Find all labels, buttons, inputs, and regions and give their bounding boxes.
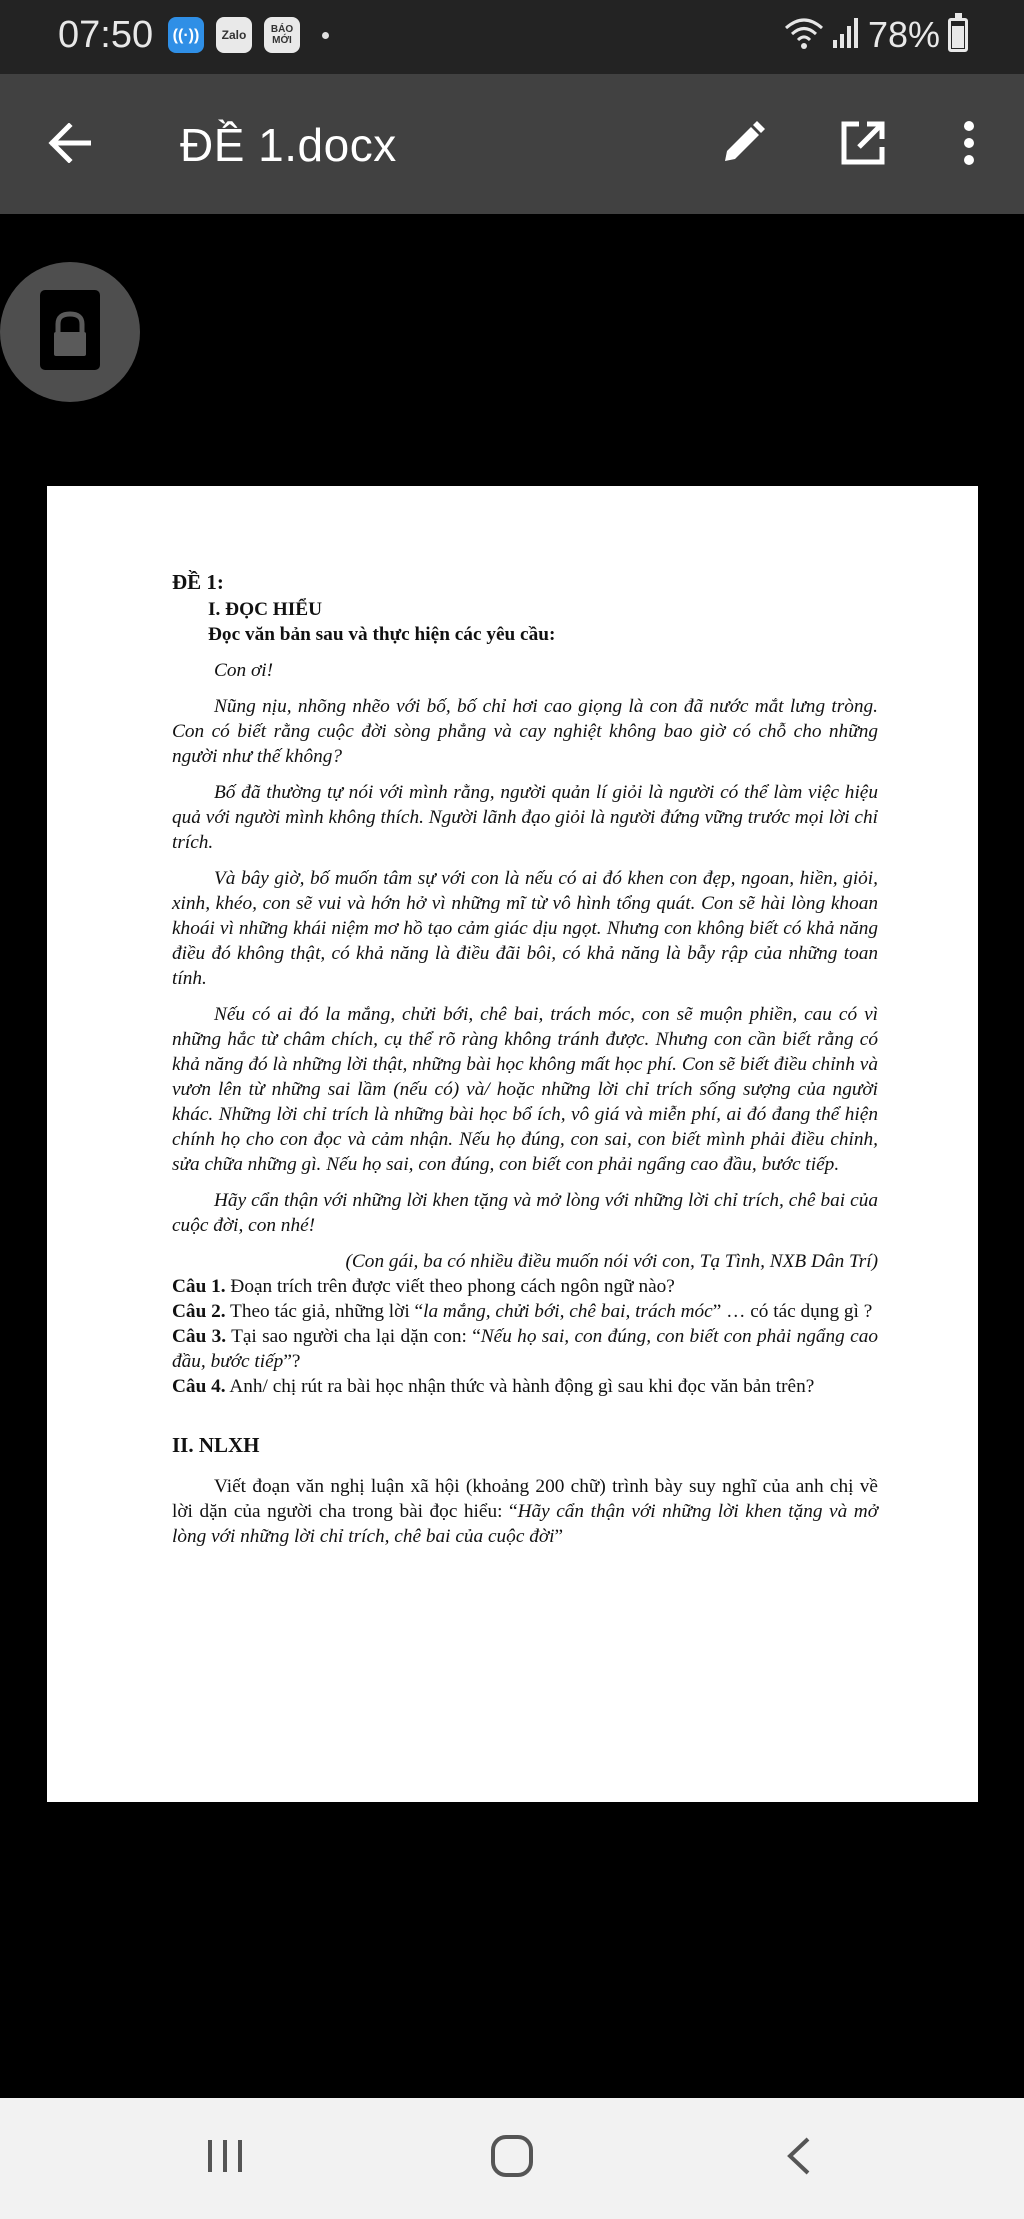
question-1-text: Đoạn trích trên được viết theo phong cách ngôn ngữ nào?: [225, 1276, 675, 1297]
greeting: Con ơi!: [214, 660, 274, 681]
home-icon: [490, 2134, 534, 2183]
more-options-button[interactable]: [934, 110, 1004, 180]
question-4: [172, 1374, 878, 1399]
recent-apps-button[interactable]: [185, 2128, 265, 2188]
instruction: Đọc văn bản sau và thực hiện các yêu cầu:: [208, 624, 556, 645]
question-2-label: Câu 2.: [172, 1301, 226, 1322]
exam-title: ĐỀ 1:: [172, 570, 224, 594]
open-in-app-button[interactable]: [828, 110, 898, 180]
question-4-text: Anh/ chị rút ra bài học nhận thức và hành động gì sau khi đọc văn bản trên?: [225, 1376, 815, 1397]
document-viewer[interactable]: [0, 214, 1024, 2098]
essay-prompt: [172, 1474, 878, 1549]
battery-icon: [948, 18, 968, 52]
paragraph-2: Bố đã thường tự nói với mình rằng, người quản lí giỏi là người có thể làm việc hiệu quả với người mình không thích. Người lãnh đạo giỏi là người đứng vững trước mọi lời chỉ trích.: [172, 782, 878, 853]
more-notifications-dot: [322, 32, 329, 39]
question-3-text-a: Tại sao người cha lại dặn con: “: [226, 1326, 481, 1347]
lock-button[interactable]: [0, 262, 140, 402]
question-3-quote: Nếu họ sai, con đúng, con biết con phải ngẩng cao đầu, bước tiếp: [172, 1326, 878, 1372]
essay-quote: Hãy cẩn thận với những lời khen tặng và mở lòng với những lời chỉ trích, chê bai của cuộc đời: [172, 1501, 878, 1547]
question-2-text-a: Theo tác giả, những lời “: [225, 1301, 424, 1322]
zalo-icon: Zalo: [216, 17, 252, 53]
arrow-back-icon: [47, 123, 91, 168]
signal-icon: [832, 16, 860, 55]
lock-icon: [38, 288, 102, 377]
battery-fill: [952, 26, 964, 48]
paragraph-4: Nếu có ai đó la mắng, chửi bới, chê bai, trách móc, con sẽ muộn phiền, cau có vì những hắc từ châm chích, cụ thể rõ ràng không tránh được. Nhưng con cần biết rằng có khả năng đó là những lời thật, những bài học không mất học phí. Con sẽ biết điều chỉnh và vươn lên từ những sai lầm (nếu có) và/ hoặc những lời chỉ trích sống sượng của người khác. Những lời chỉ trích là những bài học bổ ích, vô giá và miễn phí, ai đó đang thể hiện chính họ cho con đọc và cảm nhận. Nếu họ đúng, con sai, con biết mình phải điều chỉnh, sửa chữa những gì. Nếu họ sai, con đúng, con biết con phải ngẩng cao đầu, bước tiếp.: [172, 1004, 878, 1175]
back-icon: [784, 2136, 812, 2181]
system-back-button[interactable]: [758, 2128, 838, 2188]
hotspot-icon: ((·)): [168, 17, 204, 53]
question-3-label: Câu 3.: [172, 1326, 227, 1347]
battery-percent: 78%: [867, 14, 940, 55]
question-3-text-b: ”?: [283, 1351, 301, 1372]
navigation-bar: [0, 2098, 1024, 2219]
paragraph-5: Hãy cẩn thận với những lời khen tặng và mở lòng với những lời chỉ trích, chê bai của cuộc đời, con nhé!: [172, 1190, 878, 1236]
recent-apps-icon: [205, 2138, 245, 2179]
status-time: 07:50: [58, 14, 154, 56]
question-3: [172, 1324, 878, 1374]
edit-button[interactable]: [708, 110, 778, 180]
open-in-new-icon: [839, 119, 887, 172]
question-2: [172, 1299, 878, 1324]
paragraph-3: Và bây giờ, bố muốn tâm sự với con là nếu có ai đó khen con đẹp, ngoan, hiền, giỏi, xinh, khéo, con sẽ vui và hớn hở vì những mĩ từ vô hình tổng quát. Con sẽ hài lòng khoan khoái vì những khái niệm mơ hồ tạo cảm giác dịu ngọt. Nhưng con không biết có khả năng điều đó không thật, có khả năng là điều đãi bôi, có khả năng là bẫy rập của những toan tính.: [172, 868, 878, 989]
question-1-label: Câu 1.: [172, 1276, 226, 1297]
back-button[interactable]: [34, 110, 104, 180]
source-citation: (Con gái, ba có nhiều điều muốn nói với con, Tạ Tình, NXB Dân Trí): [345, 1251, 878, 1272]
pencil-icon: [719, 119, 767, 172]
more-vert-icon: [962, 121, 976, 170]
section-2-title: II. NLXH: [172, 1433, 260, 1457]
status-right: [784, 14, 968, 56]
essay-end: ”: [554, 1526, 564, 1547]
app-bar: [0, 74, 1024, 214]
paragraph-1: Nũng nịu, nhõng nhẽo với bố, bố chỉ hơi cao giọng là con đã nước mắt lưng tròng. Con có biết rằng cuộc đời sòng phẳng và cay nghiệt không bao giờ có chỗ cho những người như thế không?: [172, 696, 878, 767]
question-2-text-b: ” … có tác dụng gì ?: [712, 1301, 873, 1322]
status-bar: [0, 0, 1024, 74]
baomoi-icon: BÁO MỚI: [264, 17, 300, 53]
question-2-quote: la mắng, chửi bới, chê bai, trách móc: [423, 1301, 713, 1322]
section-1-title: I. ĐỌC HIỂU: [208, 599, 323, 620]
document-page: [47, 486, 978, 1802]
document-title: ĐỀ 1.docx: [180, 119, 397, 171]
question-1: [172, 1274, 878, 1299]
home-button[interactable]: [472, 2128, 552, 2188]
essay-text: Viết đoạn văn nghị luận xã hội (khoảng 200 chữ) trình bày suy nghĩ của anh chị về lời dặn của người cha trong bài đọc hiểu: “: [172, 1476, 878, 1522]
wifi-icon: [784, 16, 824, 55]
question-4-label: Câu 4.: [172, 1376, 226, 1397]
